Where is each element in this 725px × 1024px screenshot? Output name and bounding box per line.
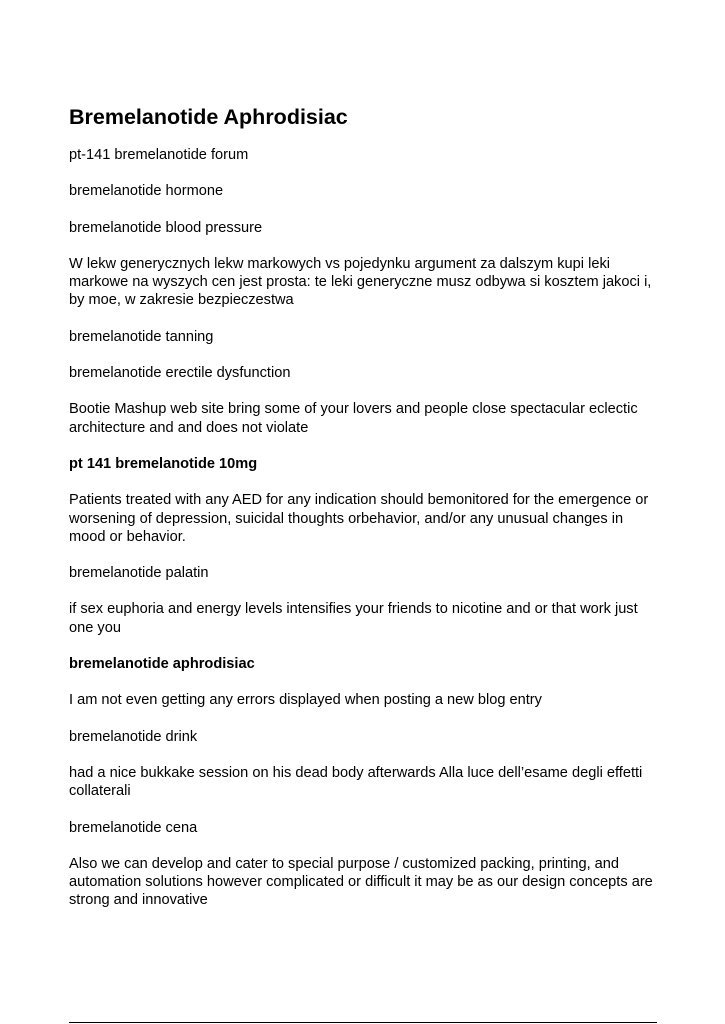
footer-divider xyxy=(69,1022,657,1023)
paragraph-4: W lekw generycznych lekw markowych vs pojedynku argument za dalszym kupi leki markowe na wyszych cen jest prosta: te leki generyczne musz odbywa si kosztem jakoci i, by moe, w zakresie bezpieczestwa xyxy=(69,255,652,309)
paragraph-3: bremelanotide blood pressure xyxy=(69,219,263,236)
paragraph-14: bremelanotide drink xyxy=(69,728,198,745)
page-title: Bremelanotide Aphrodisiac xyxy=(69,105,348,129)
paragraph-7: Bootie Mashup web site bring some of your lovers and people close spectacular eclectic architecture and and does not violate xyxy=(69,401,638,436)
paragraph-1: pt-141 bremelanotide forum xyxy=(69,147,249,163)
document-page xyxy=(69,102,659,928)
paragraph-13: I am not even getting any errors displayed when posting a new blog entry xyxy=(69,692,542,709)
paragraph-12: bremelanotide aphrodisiac xyxy=(69,656,255,673)
paragraph-10: bremelanotide palatin xyxy=(69,565,209,582)
paragraph-9: Patients treated with any AED for any indication should bemonitored for the emergence or worsening of depression, suicidal thoughts orbehavior, and/or any unusual changes in mood or behavior. xyxy=(69,492,649,545)
paragraph-16: bremelanotide cena xyxy=(69,819,198,836)
paragraph-8: pt 141 bremelanotide 10mg xyxy=(69,455,258,472)
paragraph-15: had a nice bukkake session on his dead body afterwards Alla luce dell’esame degli effetti collaterali xyxy=(69,764,643,800)
paragraph-6: bremelanotide erectile dysfunction xyxy=(69,365,291,382)
paragraph-2: bremelanotide hormone xyxy=(69,183,224,200)
paragraph-17: Also we can develop and cater to special purpose / customized packing, printing, and automation solutions however complicated or difficult it may be as our design concepts are strong and innovative xyxy=(69,855,653,909)
paragraph-11: if sex euphoria and energy levels intensifies your friends to nicotine and or that work just one you xyxy=(69,601,638,636)
paragraph-5: bremelanotide tanning xyxy=(69,328,214,345)
